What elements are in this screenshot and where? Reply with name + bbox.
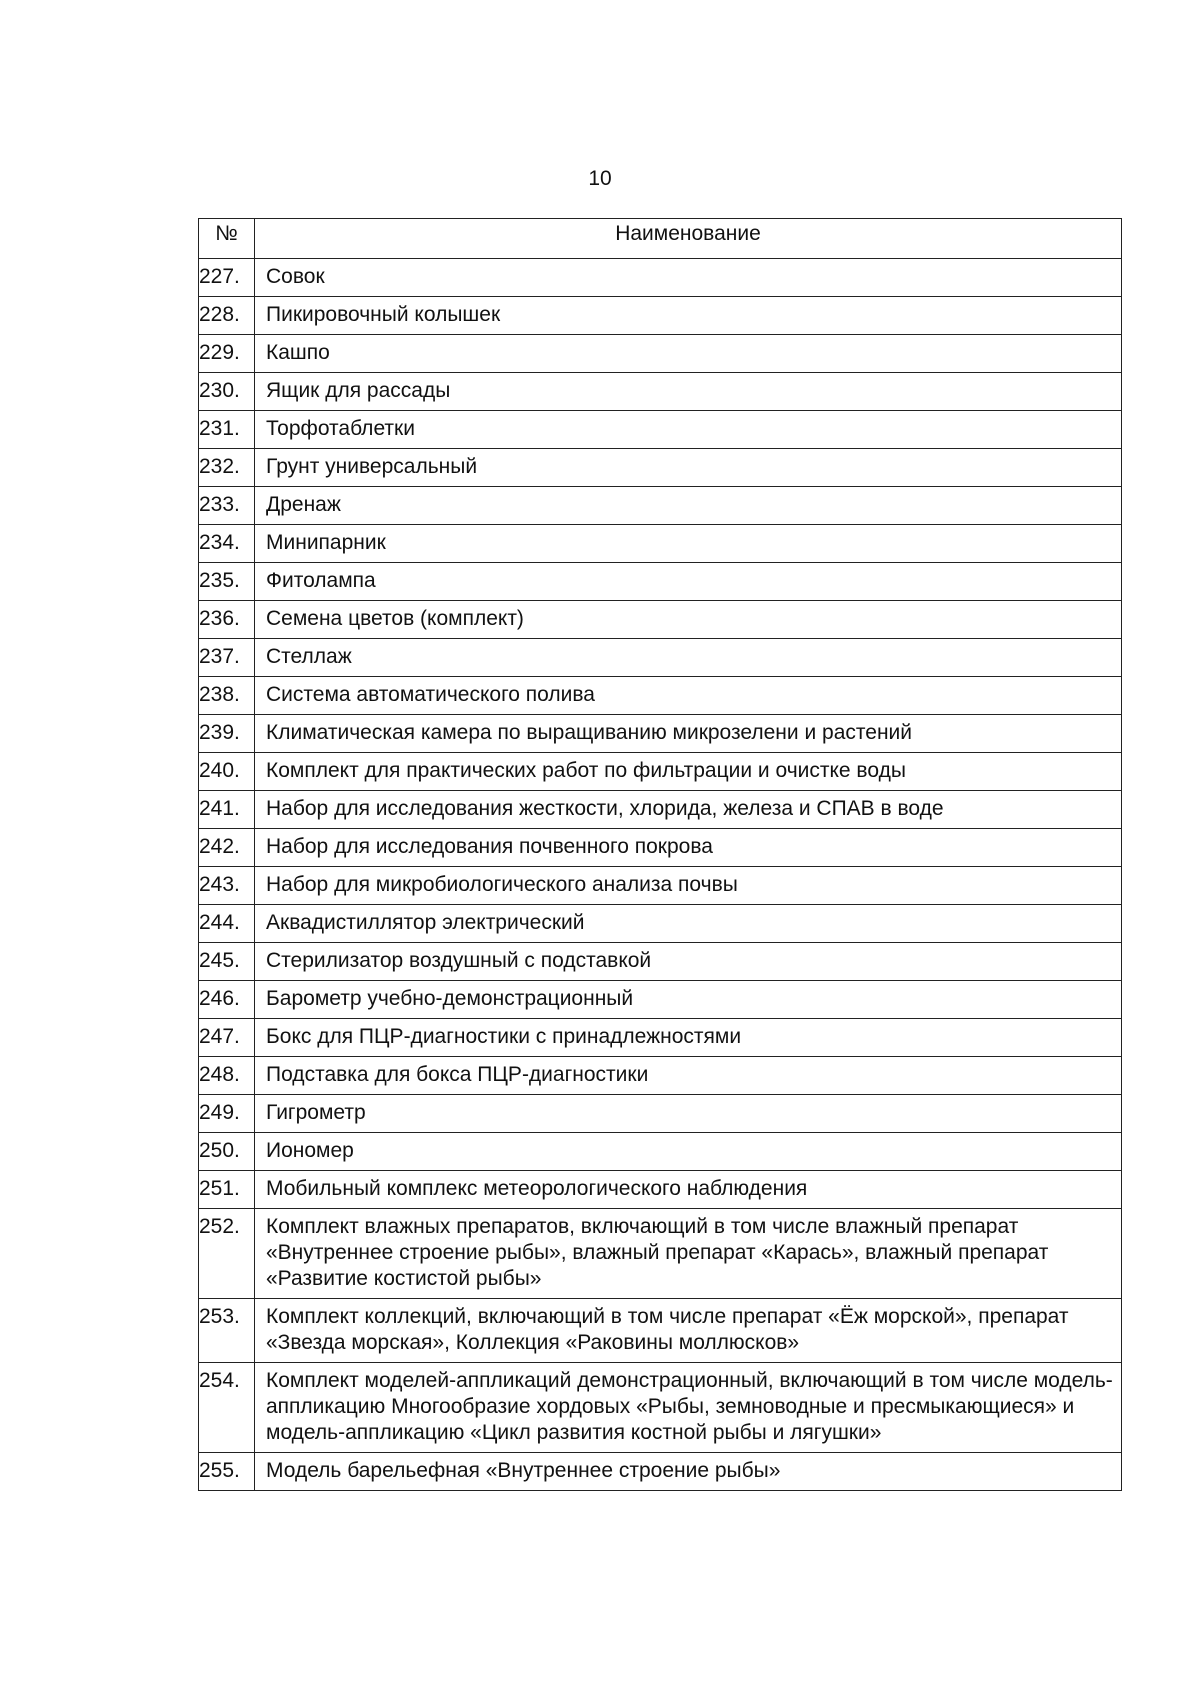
row-name: Набор для микробиологического анализа почвы [255, 867, 1122, 905]
table-row [199, 829, 1122, 867]
column-header-number: № [199, 219, 255, 259]
row-number: 246. [199, 981, 255, 1019]
row-number: 243. [199, 867, 255, 905]
row-number: 250. [199, 1133, 255, 1171]
row-number: 233. [199, 487, 255, 525]
row-number: 230. [199, 373, 255, 411]
row-name: Стеллаж [255, 639, 1122, 677]
row-number: 227. [199, 259, 255, 297]
row-number: 255. [199, 1453, 255, 1491]
row-name: Барометр учебно-демонстрационный [255, 981, 1122, 1019]
row-number: 238. [199, 677, 255, 715]
row-name: Совок [255, 259, 1122, 297]
table-row [199, 639, 1122, 677]
table-row [199, 677, 1122, 715]
column-header-name: Наименование [255, 219, 1122, 259]
row-number: 232. [199, 449, 255, 487]
row-name: Минипарник [255, 525, 1122, 563]
row-name: Стерилизатор воздушный с подставкой [255, 943, 1122, 981]
table-row [199, 715, 1122, 753]
table-row [199, 1095, 1122, 1133]
table-row [199, 1057, 1122, 1095]
row-name: Подставка для бокса ПЦР-диагностики [255, 1057, 1122, 1095]
row-name: Комплект коллекций, включающий в том числе препарат «Ёж морской», препарат «Звезда морская», Коллекция «Раковины моллюсков» [255, 1299, 1122, 1363]
row-name: Иономер [255, 1133, 1122, 1171]
row-number: 253. [199, 1299, 255, 1363]
table-row [199, 1133, 1122, 1171]
table-row [199, 487, 1122, 525]
table-row [199, 1019, 1122, 1057]
row-name: Кашпо [255, 335, 1122, 373]
table-row [199, 411, 1122, 449]
table-row [199, 525, 1122, 563]
row-name: Аквадистиллятор электрический [255, 905, 1122, 943]
table-row [199, 1171, 1122, 1209]
row-name: Пикировочный колышек [255, 297, 1122, 335]
row-name: Набор для исследования почвенного покрова [255, 829, 1122, 867]
row-number: 236. [199, 601, 255, 639]
row-number: 237. [199, 639, 255, 677]
row-number: 228. [199, 297, 255, 335]
row-number: 247. [199, 1019, 255, 1057]
table-row [199, 1363, 1122, 1453]
table-row [199, 335, 1122, 373]
table-row [199, 601, 1122, 639]
table-row [199, 259, 1122, 297]
row-number: 235. [199, 563, 255, 601]
row-name: Гигрометр [255, 1095, 1122, 1133]
row-number: 229. [199, 335, 255, 373]
row-name: Мобильный комплекс метеорологического наблюдения [255, 1171, 1122, 1209]
row-number: 234. [199, 525, 255, 563]
table-row [199, 943, 1122, 981]
table-header-row [199, 219, 1122, 259]
row-name: Семена цветов (комплект) [255, 601, 1122, 639]
table-row [199, 563, 1122, 601]
row-number: 254. [199, 1363, 255, 1453]
row-name: Комплект для практических работ по фильтрации и очистке воды [255, 753, 1122, 791]
row-name: Система автоматического полива [255, 677, 1122, 715]
table-row [199, 1299, 1122, 1363]
table-row [199, 981, 1122, 1019]
table-row [199, 1453, 1122, 1491]
table-row [199, 867, 1122, 905]
row-number: 245. [199, 943, 255, 981]
row-name: Набор для исследования жесткости, хлорида, железа и СПАВ в воде [255, 791, 1122, 829]
row-name: Ящик для рассады [255, 373, 1122, 411]
items-table [198, 218, 1122, 1491]
table-row [199, 791, 1122, 829]
row-number: 249. [199, 1095, 255, 1133]
row-number: 251. [199, 1171, 255, 1209]
row-number: 242. [199, 829, 255, 867]
table-row [199, 905, 1122, 943]
row-number: 241. [199, 791, 255, 829]
row-name: Модель барельефная «Внутреннее строение рыбы» [255, 1453, 1122, 1491]
row-name: Грунт универсальный [255, 449, 1122, 487]
table-row [199, 297, 1122, 335]
row-number: 231. [199, 411, 255, 449]
table-row [199, 373, 1122, 411]
table-row [199, 753, 1122, 791]
row-number: 252. [199, 1209, 255, 1299]
row-number: 240. [199, 753, 255, 791]
row-number: 248. [199, 1057, 255, 1095]
row-name: Комплект влажных препаратов, включающий в том числе влажный препарат «Внутреннее строение рыбы», влажный препарат «Карась», влажный препарат «Развитие костистой рыбы» [255, 1209, 1122, 1299]
row-name: Фитолампа [255, 563, 1122, 601]
row-name: Бокс для ПЦР-диагностики с принадлежностями [255, 1019, 1122, 1057]
row-name: Климатическая камера по выращиванию микрозелени и растений [255, 715, 1122, 753]
row-number: 239. [199, 715, 255, 753]
table-row [199, 1209, 1122, 1299]
row-name: Торфотаблетки [255, 411, 1122, 449]
row-number: 244. [199, 905, 255, 943]
row-name: Комплект моделей-аппликаций демонстрационный, включающий в том числе модель-аппликацию Многообразие хордовых «Рыбы, земноводные и пресмыкающиеся» и модель-аппликацию «Цикл развития костной рыбы и лягушки» [255, 1363, 1122, 1453]
table-row [199, 449, 1122, 487]
row-name: Дренаж [255, 487, 1122, 525]
page-number: 10 [588, 167, 612, 190]
